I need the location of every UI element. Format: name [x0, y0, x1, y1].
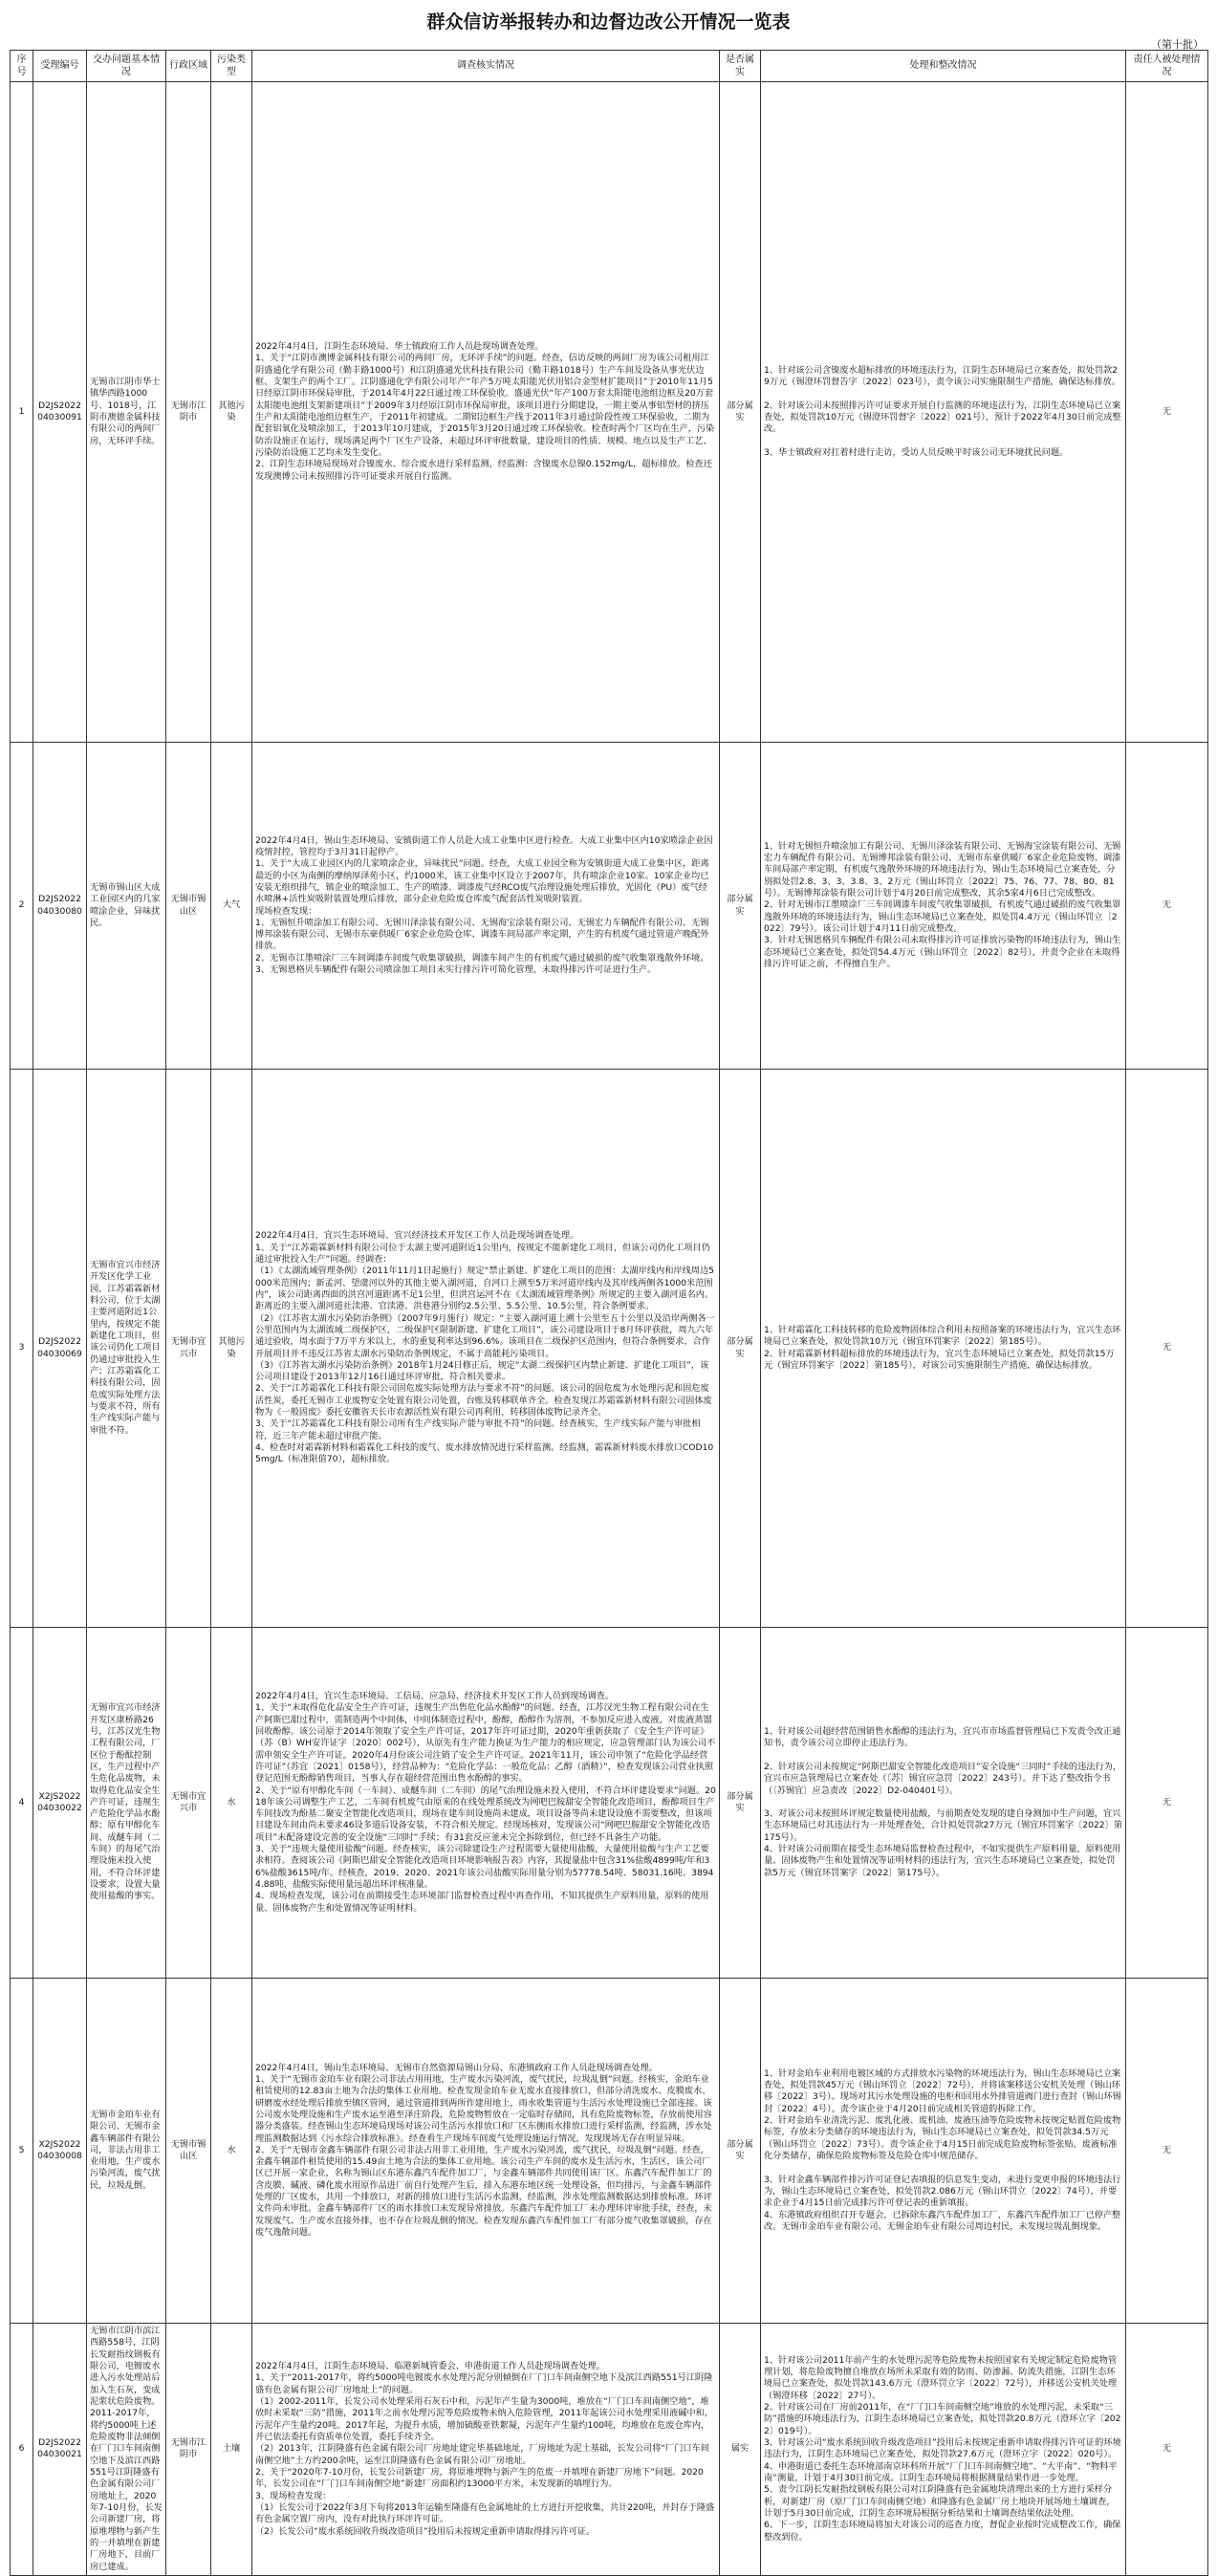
cell-result: 1、针对霜霖化工科技转移的危险废物固体综合利用未按照备案的环境违法行为，宜兴生态环境局已立案查处，拟处罚款10万元（锡宜环罚案字〔2022〕第185号）。 2、针对霜霖新材料超标排放的环境违法行为，宜兴生态环境局已立案查处，拟处罚款15万元（锡宜环罚案字〔2022〕第185号），对该公司实施限制生产措施，确保达标排放。 [764, 1324, 1121, 1371]
complaint-table [10, 50, 1208, 2576]
cell-no: 6 [11, 2324, 33, 2576]
cell-fact: 部分属实 [720, 743, 761, 1070]
cell-result: 1、针对该公司超经营范围销售水酚醇的违法行为，宜兴市市场监督管理局已下发责令改正通知书，责令该公司立即停止违法行为。 2、针对该公司未按规定“阿斯巴甜安全智能化改造项目”安全设施“三同时”手续的违法行为，宜兴市应急管理局已立案查处（〔苏〕锡宜应急罚〔2022〕243号）。并下达了整改指令书（〔苏锡宜〕应急责改〔2022〕D2-040401号）。 3、对该公司未按照环评规定数量使用盐酸，与前期查处发现的建自身测加中生产问题，宜兴生态环境局已对其违法行为一并处理查处，合计拟处罚款27万元（锡宜环罚案字〔2022〕第175号）。 4、针对该公司前期在接受生态环境局监督检查过程中，不如实提供生产原料用量，原料使用量、固体废物产生和处置情况等证明材料的违法行为，宜兴生态环境局已立案查处，拟处罚款5万元（锡宜环罚案字〔2022〕第175号）。 [764, 1725, 1123, 1878]
cell-region: 无锡市锡山区 [166, 743, 211, 1070]
header-result: 处理和整改情况 [761, 51, 1126, 82]
cell-no: 3 [11, 1070, 33, 1628]
cell-fact: 部分属实 [720, 82, 761, 743]
header-type: 污染类型 [211, 51, 252, 82]
table-row [11, 743, 1208, 1070]
cell-issue: 无锡市锡山区大成工业园区内的几家喷涂企业，异味扰民。 [87, 743, 166, 1070]
cell-id: D2JS202204030021 [33, 2324, 87, 2576]
cell-issue: 无锡市宜兴市经济开发区化学工业园，江苏霜霖新材料公司，位于太湖主要河道附近1公里内，按规定不能新建化工项目，但该公司仍化工项目仍通过审批投入生产；江苏霜霖化工科技有限公司，固危废实际处理方法与要求不符，所有生产线实际产能与审批不符。 [87, 1070, 166, 1628]
cell-issue: 无锡市金珀车业有限公司、无锡市金鑫车辆部件有限公司，非法占用非工业用地，生产废水污染河流，废气扰民，垃圾乱倒。 [87, 1979, 166, 2324]
cell-person: 无 [1126, 82, 1208, 743]
cell-result: 1、针对金珀车业利用电镀区域的方式排放水污染物的环境违法行为，锡山生态环境局已立案查处，拟处罚款45万元（锡山环罚立〔2022〕72号），并将该案移送公安机关处理（锡山环移〔2022〕3号）。现场对其污水处理设施的电柜和回用水外排管道阀门进行查封（锡山环锡封〔2022〕4号）。责令该企业于4月20日前完成相关管道的拆除工作。 2、针对金珀车业清洗污泥、废乳化液、废机油、废液压油等危险废物未按规定贴置危险废物标签，存放未分类储存的环境违法行为，锡山生态环境局已立案查处，拟处罚款34.5万元（锡山环罚立〔2022〕73号）。责令该企业于4月15日前完成危险废物标签张贴、废液标准化分类储存，确保危险废物标签及危险仓库中规范储存。 3、针对金鑫车辆部件排污许可证登记表填报的信息发生变动，未进行变更申报的环境违法行为，锡山生态环境局已立案查处，拟处罚款2.086万元（锡山环罚立〔2022〕74号），并要求企业于4月15日前完成排污许可登记表的重新填报。 4、东港镇政府组织召开专题会，已拆除东鑫汽车配件加工厂，东鑫汽车配件加工厂已停产整改。无锡市金珀车业有限公司、无锡金珀车业有限公司周边村民，未发现垃圾乱倒现象。 [764, 2067, 1121, 2232]
table-row [11, 2324, 1208, 2576]
cell-person: 无 [1126, 743, 1208, 1070]
batch-label: （第十批） [1151, 38, 1204, 51]
cell-region: 无锡市宜兴市 [166, 1070, 211, 1628]
cell-survey: 2022年4月4日，江阴生态环境局、临港新城管委会、申港街道工作人员赴现场调查处理。 1、关于“2011-2017年，将约5000吨电镀废水水处理污泥分别倾倒在厂门口车间南侧空地下及滨江西路551号江阴隆盛有色金属有限公司厂房地址上”的问题。 （1）2002-2011年，长发公司水处理采用石灰石中和，污泥年产生量为3000吨，堆放在“厂门口车间南侧空地”，堆放时未采取“三防”措施，2011年之前水处理污泥等危险废物未纳入危险管理，2011年起该公司水处理采用液碱中和，污泥年产生量约20吨。2017年起，为提升水质，增加硫酸亚铁絮凝，污泥年产生量约100吨，均堆放在危废仓库内，并已依法委托有资质单位处置，委托手续齐全。 （2）2013年，江阴隆盛有色金属有限公司厂房地址建完毕基础地址，厂房地址为泥土基础，长发公司将“厂门口车间南侧空地”土方约200余吨，运至江阴隆盛有色金属有限公司厂房地址。 2、关于“2020年7-10月份，长发公司新建厂房，将原堆埋物与新产生的危废一并填埋在新建厂房地下”问题。2020年，长发公司在“厂门口车间南侧空地”新建厂房面积约13000平方米，未发现新的填埋行为。 3、现场检查发现： （1）长发公司于2022年3月下旬将2013年运输至隆盛有色金属地址的土方进行开挖收集，共计220吨，并封存于隆盛有色金属空置厂房内，没有对此执行环评许可证。 （2）长发公司“废水系统回收升级改造项目”投用后未按规定重新申请取得排污许可证。 [255, 2360, 715, 2537]
cell-id: D2JS202204030080 [33, 743, 87, 1070]
cell-person: 无 [1126, 1628, 1208, 1979]
table-row [11, 1979, 1208, 2324]
header-fact: 是否属实 [720, 51, 761, 82]
cell-id: D2JS202204030069 [33, 1070, 87, 1628]
cell-no: 4 [11, 1628, 33, 1979]
cell-survey: 2022年4月4日，锡山生态环境局、无锡市自然资源局锡山分局、东港镇政府工作人员赴现场调查处理。 1、关于“无锡市金珀车业有限公司非法占用用地，生产废水污染河流，废气扰民，垃圾乱倒”问题。经核实，金珀车业租赁使用的12.83亩土地为合法的集体工业用地。检查发现金珀车业无废水直接排放口，但部分清洗废水、皮膜废水、研磨废水经处理后排放至镇区管网，通过管道排到两所作建用地上，雨水收集管道与生活污水处理设施已全部连接。该公司废水处理设施和生产废水运至港至泽庄阶段，危险废物暂放在一定临时存储间，具有危险废物标签，存放前使用容器分类盛装。经查锡山生态环境局现场对该公司生活污水排放口和厂区东侧雨水排放口进行采样监测，经监测，涉水处理监测数据达到《污水综合排放标准》。经查看生产现场车间废气处理设施运行情况，发现现场无存在明显异味。 2、关于“无锡市金鑫车辆部件有限公司非法占用非工业用地，生产废水污染河流，废气扰民，垃圾乱倒”问题。经查，金鑫车辆部件租赁使用的15.49亩土地为合法的集体工业用地。该公司生产车间的废水及生活污水，生活区，该公司厂区已开展一家企业，名称为锡山区东港东鑫汽车配件加工厂，与金鑫车辆部件共同使用该厂区。东鑫汽车配件加工厂的含皮膜、碱液、磷化废水用原作品进厂前自行处理产生后，排入东港东地区统一处理设备，但均排污，与金鑫车辆部件处理的厂区废水，共用一个排放口，对新的排放口进行生活污水监测，经监测，涉水处理监测数据达到排放标准。环评文件尚未审批。金鑫车辆部件厂区的雨水排放口未发现异常排放。东鑫汽车配件加工厂未办理环评审批手续，经查，未发现废气、生产废水直接外排，也不存在垃圾乱倒的情况。检查发现东鑫汽车配件加工厂有部分废气收集罩破损，存在废气逸散问题。 [255, 2062, 712, 2239]
cell-type: 土壤 [211, 2324, 252, 2576]
header-region: 行政区域 [166, 51, 211, 82]
table-row [11, 1628, 1208, 1979]
cell-survey: 2022年4月4日，江阴生态环境局、华士镇政府工作人员赴现场调查处理。 1、关于“江阴市澳博金属科技有限公司的两间厂房，无环评手续”的问题。经查，信访反映的两间厂房为该公司租用江阴盛通化学有限公司（勤丰路1000号）和江阴盛通光伏科技有限公司（勤丰路1018号）生产车间及设备从事光伏边框、支架生产的两个工厂。江阴盛通化学有限公司年产“年产5万吨太阳能光伏用铝合金型材扩能项目”于2010年11月5日经原江阴市环保局审批，于2014年4月22日通过竣工环保验收。盛通光伏“年产100万套太阳能电池组边框及20万套太阳能电池组支架新建项目”于2009年3月经原江阴市环保局审批，该项目进行分期建设，一期主要从事铝型材的挤压生产和太阳能电池组边框生产，于2011年初建成。二期铝边框生产线于2011年3月通过阶段性竣工环保验收，二期为配套铝氧化及喷涂加工，于2013年10月建成，于2015年3月20日通过竣工环保验收。检查时两个厂区均在生产，污染防治设施正在运行，现场满足两个厂区生产设备，未超过环评审批数量，建设项目的性质、规模、地点以及生产工艺、污染防治设施工艺均未发生变化。 2、江阴生态环境局现场对合镍废水、综合废水进行采样监测，经监测：含镍废水总镍0.152mg/L，超标排放。检查还发现澳博公司未按照排污许可证要求开展自行监测。 [255, 341, 715, 482]
cell-type: 其他污染 [211, 1070, 252, 1628]
header-id: 受理编号 [33, 51, 87, 82]
cell-region: 无锡市江阴市 [166, 2324, 211, 2576]
cell-survey: 2022年4月4日，宜兴生态环境局、工信局、应急局、经济技术开发区工作人员到现场调查。 1、关于“未取得危化品安全生产许可证，违规生产出售危化品水酚醇”的问题。经查，江苏汉光生物工程有限公司在生产阿斯巴甜过程中，需制造两个中间体，中间体制造过程中，酚醇，酚醇作为溶剂，不参加反应进入废液，对废液蒸馏回收酚醇。该公司原于2014年领取了安全生产许可证，2017年许可证过期，2020年重新获取了《安全生产许可证》（苏（B）WH安许证字〔2020〕002号），从原先有生产能力换证为生产能力的相应规定，应急管理部门认为该公司不需申领安全生产许可证。2020年4月份该公司注销了安全生产许可证。2021年11月，该公司申领了“危险化学品经营许可证”（苏宜〔2021〕0158号），经营品种为：“危险化学品：一般危化品：乙醇（酒精）”，检查发现该公司营业执照登记范围无酚醇销售项目，当事人存在超经营范围出售水酚醇的事实。 2、关于“原有甲醇化车间（一车间）、成醚车间（二车间）的尾气治理设施未投入使用，不符合环评建设要求”问题。2018年该公司调整生产工艺，二车间有机废气由原来的在线处理系统改为网吧巴胺甜安全智能化改造项目，酚醇项目生产车间技改为酚基二聚安全智能化改造项目，现场在建车间设施尚未建成，项目设备等尚未建设设施不需要整改，但该项目建设车间由尚未要求46设多道后设备安装，不符合相关规定。经现场核对，发现该公司“网吧巴胺甜安全智能化改造项目”未配备建设完善的安全设施“三同时”手续；有31套反应釜未完全拆除到位，但已经不具备生产功能。 3、关于“违规大量使用盐酸”问题。经查核实，该公司除建设生产过程需要大量使用盐酸，大量使用盐酸与生产工艺要求相符。查阅该公司《阿斯巴甜安全智能化改造项目环境影响报告表》内容，其提量盐中包含31%盐酸4899吨/年和36%盐酸3615吨/年。经核查，2019、2020、2021年该公司盐酸实际用量分别为57778.54吨、58031.16吨、38944.88吨，盐酸实际使用量远超出环评核准量。 4、现场检查发现，该公司在前期接受生态环境部门监督检查过程中再查作用，不知其提供生产原料用量，原料的使用量、固体废物产生和处置情况等证明材料。 [255, 1690, 716, 1914]
cell-issue: 无锡市宜兴市经济开发区康桥路26号，江苏汉光生物工程有限公司，厂区位于酚酞控制区，生产过程中产生危化品废物，未取得危化品安全生产许可证，违规生产危险化学品水酚醇；原有甲醇化车间、成醚车间（二车间）的每尾气治理设施未投入使用，不符合环评建设要求，设置大量使用盐酸的事实。 [87, 1628, 166, 1979]
cell-person: 无 [1126, 2324, 1208, 2576]
cell-id: X2JS202204030022 [33, 1628, 87, 1979]
cell-issue: 无锡市江阴市滨江西路558号，江阴长发耐指纹钢板有限公司，电镀废水进入污水处理站后加入生石灰，变成泥浆状危险废物。2011-2017年，将约5000吨上述危险废物非法倾倒在厂门口车间南侧空地下及滨江西路551号江阴隆盛有色金属有限公司厂房地址上，2020年7-10月份，长发公司新建厂房，将原堆埋物与新产生的一并填埋在新建厂房地下，目前厂房已建成。 [87, 2324, 166, 2576]
cell-person: 无 [1126, 1070, 1208, 1628]
cell-result: 1、针对该公司含镍废水超标排放的环境违法行为，江阴生态环境局已立案查处，拟处罚款29万元（锡澄环罚督告字〔2022〕023号），责令该公司实施限制生产措施，确保达标排放。 2、针对该公司未按照排污许可证要求开展自行监测的环境违法行为，江阴生态环境局已立案查处，拟处罚款10万元（锡澄环罚督字〔2022〕021号），预计于2022年4月30日前完成整改。 3、华士镇政府对扛着村进行走访，受访人员反映平时该公司无环境扰民问题。 [764, 364, 1121, 458]
cell-id: X2JS202204030008 [33, 1979, 87, 2324]
header-person: 责任人被处理情况 [1126, 51, 1208, 82]
table-row [11, 1070, 1208, 1628]
cell-no: 1 [11, 82, 33, 743]
cell-type: 水 [211, 1628, 252, 1979]
cell-region: 无锡市宜兴市 [166, 1628, 211, 1979]
cell-result: 1、针对该公司2011年前产生的水处理污泥等危险废物未按照国家有关规定制定危险废物管理计划，将危险废物擅自堆放在场所未采取有效的防雨、防渗漏、防流失措施，江阴生态环境局已立案查处，拟处罚款143.6万元（澄环罚立字〔2022〕72号），并移送公安机关处理（锡澄环移〔2022〕27号）。 2、针对该公司在厂房前2011年，在“厂门口车间南侧空地”堆放的水处理污泥，未采取“三防”措施的环境违法行为，江阴生态环境局已立案查处，拟处罚款20.8万元（澄环立字〔2022〕019号）。 3、针对该公司“废水系统回收升级改造项目”投用后未按规定重新申请取得排污许可证的环境违法行为，江阴生态环境局已立案查处，拟处罚款27.6万元（澄环立字〔2022〕020号）。 4、申港街道已委托生态环境部南京环科所开展“厂门口车间南侧空地”、“大平南”、“物料平南”测量，计划于4月30日前完成。江阴生态环境局将根据测量结果作进一步处理。 5、责令江阴长发耐指纹钢板有限公司对江阴隆盛有色金属地块清理出来的土方进行采样分析，对新建厂房（原厂门口车间南侧空地）和隆盛有色金属厂房土地块开展场地土壤调查，计划于5月30日前完成，江阴生态环境局根据分析结果和土壤调查结果依法处理。 6、下一步，江阴生态环境局将加大对该公司的巡查力度，督促企业按时完成整改工作，确保整改到位。 [764, 2354, 1121, 2543]
cell-fact: 部分属实 [720, 1070, 761, 1628]
cell-type: 其他污染 [211, 82, 252, 743]
cell-fact: 属实 [720, 2324, 761, 2576]
cell-region: 无锡市江阴市 [166, 82, 211, 743]
cell-region: 无锡市锡山区 [166, 1979, 211, 2324]
table-row [11, 82, 1208, 743]
header-survey: 调查核实情况 [252, 51, 720, 82]
cell-type: 水 [211, 1979, 252, 2324]
header-no: 序号 [11, 51, 33, 82]
document-page [10, 0, 1207, 2576]
header-issue: 交办问题基本情况 [87, 51, 166, 82]
cell-issue: 无锡市江阴市华士镇华西路1000号、1018号，江阴市澳德金属科技有限公司的两间厂房，无环评手续。 [87, 82, 166, 743]
cell-person: 无 [1126, 1979, 1208, 2324]
cell-id: D2JS202204030091 [33, 82, 87, 743]
cell-survey: 2022年4月4日，锡山生态环境局、安镇街道工作人员赴大成工业集中区进行检查。大成工业集中区内10家喷涂企业因疫情封控，管控均于3月31日起停产。 1、关于“大成工业园区内的几家喷涂企业，异味扰民”问题。经查，大成工业园全称为安镇街道大成工业集中区，距离最近的小区为南侧的摩纳厚泽苑小区，约1000米，该工业集中区设立于2007年，共有喷涂企业10家。10家企业均已安装无组织排气，镇企业的喷涂加工、生产的喷漆、调漆废气经RCO废气治理设施处理后排放，光固化（PU）废气经水喷淋+活性炭吸附装置处理后排放，部分企业危险废仓库废气配套活性炭吸附装置。 现场检查发现： 1、无锡恒升喷涂加工有限公司、无锡川泽涂装有限公司、无锡海宝涂装有限公司、无锡宏力车辆配件有限公司、无锡博邦涂装有限公司、无锡市东豪供暖厂6家企业危险仓库、调漆车间局部产率定期，产生的有机废气通过管道产晚配外排放。 2、无锡市江墨喷涂厂三车间调漆车间废气收集罩破损，调漆车间产生的有机废气通过破损的废气收集罩逸散外环境。 3、无锡恩格贝车辆配件有限公司喷涂加工项目未实行排污许可简化管理，未取得排污许可证进行生产。 [255, 834, 713, 976]
cell-survey: 2022年4月4日，宜兴生态环境局、宜兴经济技术开发区工作人员赴现场调查处理。 1、关于“江苏霜霖新材料有限公司位于太湖主要河道附近1公里内，按规定不能新建化工项目，但该公司仍化工项目仍通过审批投入生产”问题。经调查： （1）《太湖流域管理条例》（2011年11月1日起施行）规定“禁止新建、扩建化工项目的范围：太湖岸线内和岸线周边5000米范围内；新孟河、望虞河以外的其他主要入湖河道，自河口上溯至5万米河道岸线内及其岸线两侧各1000米范围内”，该公司距离西面的洪宫河道距离不足1公里，但洪宫运河不在《太湖流域管理条例》所规定的主要入湖河道名内。距离近的主要入湖河道社渎港、官渎港、洪巷港分别约2.5公里、5.5公里、10.5公里，符合条例要求。 （2）《江苏省太湖水污染防治条例》（2007年9月施行）规定：“主要入湖河道上溯十公里至五十公里以及沿岸两侧各一公里范围内为太湖流域二级保护区，二级保护区限制新建、扩建化工项目”，该公司建设项目于8月环评获批，周九六年通过验收，周水面于7万平方米以上，水的重复利率达到96.6%。该项目在二级保护区范围内，但符合条例要求，合作开展项目并不违反江苏省太湖水污染防治条例规定，不属于高能耗污染项目。 （3）《江苏省太湖水污染防治条例》2018年1月24日修正后，规定“太湖二级保护区内禁止新建、扩建化工项目”，该公司项目建设于2013年12月16日通过环评审批，符合相关要求。 2、关于“江苏霜霖化工科技有限公司固危废实际处理方法与要求不符”的问题。该公司的固危废为水处理污泥和固危废活性炭，委托无锡市工业废物安全处置有限公司处置，台账及转移联单齐全。检查发现江苏霜霖新材料有限公司固体废物为《一般固废》委托安徽省天长市农源活性炭有限公司再利用，转移固体废物记录齐全。 3、关于“江苏霜霖化工科技有限公司所有生产线实际产能与审批不符”的问题。经查核实，生产线实际产能与审批相符，近三年产能未超过审批产能。 4、检查时对霜霖新材料和霜霖化工科技的废气、废水排放情况进行采样监测。经监测，霜霖新材料废水排放口COD105mg/L（标准限值70），超标排放。 [255, 1230, 715, 1465]
cell-result: 1、针对无锡恒升喷涂加工有限公司、无锡川泽涂装有限公司、无锡海宝涂装有限公司、无锡宏力车辆配件有限公司、无锡博邦涂装有限公司、无锡市东豪供暖厂6家企业危险废物、调漆车间局部产率定期，有机废气逸散外环境的环境违法行为，锡山生态环境局已立案查处，分别拟处罚2.8、3、3、3.8、3、2万元（锡山环罚立〔2022〕75、76、77、78、80、81号）。无锡博邦涂装有限公司计划于4月20日前完成整改，其余5家4月6日已完成整改。 2、针对无锡市江墨喷涂厂三车间调漆车间废气收集罩破损，有机废气通过破损的废气收集罩逸散外环境的环境违法行为，锡山生态环境局已立案查处，拟处罚4.4万元（锡山环罚立〔2022〕79号）。该公司计划于4月11日前完成整改。 3、针对无锡恩格贝车辆配件有限公司未取得排污许可证排放污染物的环境违法行为，锡山生态环境局已立案查处，拟处罚54.4万元（锡山环罚立〔2022〕82号），并责令企业在未取得排污许可证之前，不得擅自生产。 [764, 840, 1121, 969]
cell-fact: 部分属实 [720, 1979, 761, 2324]
table-header-row [11, 51, 1208, 82]
cell-fact: 部分属实 [720, 1628, 761, 1979]
document-title: 群众信访举报转办和边督边改公开情况一览表 [426, 11, 791, 32]
cell-no: 5 [11, 1979, 33, 2324]
cell-type: 大气 [211, 743, 252, 1070]
cell-no: 2 [11, 743, 33, 1070]
